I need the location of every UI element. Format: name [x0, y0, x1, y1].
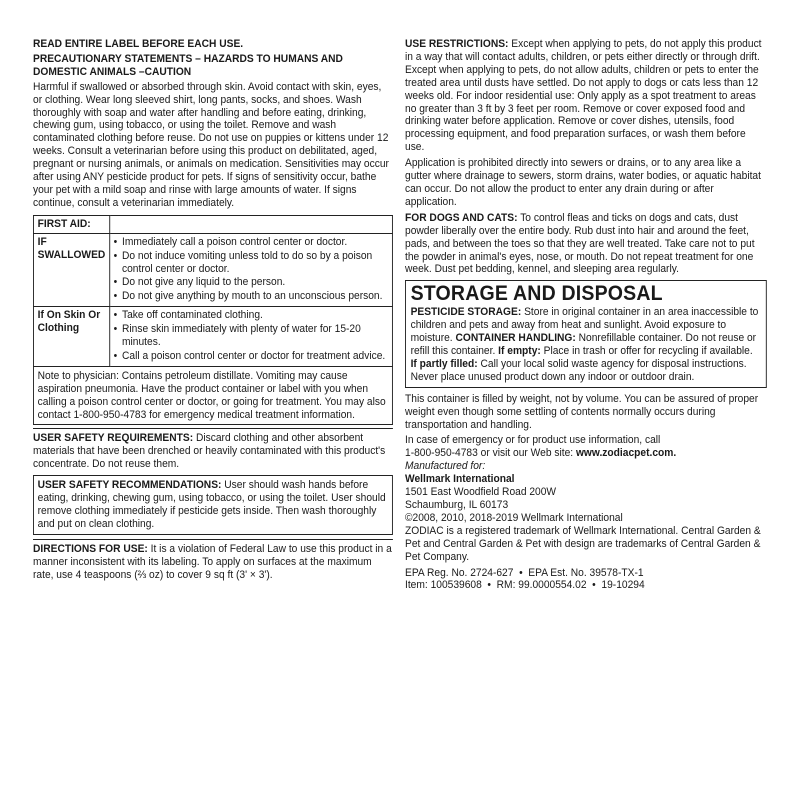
use-restrictions-text: Except when applying to pets, do not apply this product in a way that will contact adults, children, or pets either directly or through drift. Except when applying to pets, do not allow adults, children or pets to enter the treated area until dusts have settled. Do not apply to dogs or cats less than 12 weeks old. For indoor residential use: Only apply as a spot treatment to areas no greater than 3 ft by 3 feet per room. Remove or cover exposed food and drinking water before application. Remove or cover dishes, utensils, food processing equipment, and food preparation surfaces, or wash them before use. [405, 38, 762, 154]
swallowed-item: • Immediately call a poison control center or doctor. [114, 236, 389, 249]
skin-item: • Take off contaminated clothing. [114, 309, 389, 322]
application-text: Application is prohibited directly into sewers or drains, or to any area like a gutter where drainage to sewers, storm drains, water bodies, or aquatic habitat can occur. Do not allow the product to enter any drain during or after application. [405, 157, 761, 208]
if-partly-heading: If partly filled: [410, 357, 478, 370]
pesticide-storage-text: Store in original container in an area inaccessible to children and pets and away from heat and sunlight. Avoid exposure to moisture. [410, 306, 759, 345]
use-restrictions [405, 38, 767, 154]
if-partly-text: Call your local solid waste agency for disposal instructions. Never place unused product down any indoor or outdoor drain. [410, 357, 747, 383]
right-column [405, 38, 767, 592]
phone-line [405, 447, 767, 460]
manufactured-for: Manufactured for: [405, 460, 486, 473]
epa-est: EPA Est. No. 39578-TX-1 [528, 566, 644, 579]
if-empty-heading: If empty: [498, 345, 541, 358]
if-swallowed-cell [109, 233, 392, 307]
company-name: Wellmark International [405, 473, 515, 486]
directions-for-use [33, 539, 393, 582]
address-line-1: 1501 East Woodfield Road 200W [405, 486, 557, 499]
website-link[interactable]: www.zodiacpet.com. [575, 447, 677, 460]
container-handling-text: Nonrefillable container. Do not reuse or refill this container. [410, 332, 757, 358]
precaution-text: Harmful if swallowed or absorbed through skin. Avoid contact with skin, eyes, or clothing. Wear long sleeved shirt, long pants, socks, and shoes. Wash thoroughly with soap and water after handling and before eating, drinking, chewing gum, using tobacco, or using the toilet. Remove and wash contaminated clothing before reuse. Do not use on puppies or kittens under 12 weeks. Consult a veterinarian before using this product on debilitated, aged, pregnant or nursing animals, or animals on medication. Sensitivities may occur after using ANY pesticide product for pets. If signs of sensitivity occur, bathe your pet with a mild soap and rinse with large amounts of water. If signs continue, consult a veterinarian immediately. [33, 80, 389, 209]
dogs-cats-heading: FOR DOGS AND CATS: [405, 211, 518, 224]
pesticide-storage-heading: PESTICIDE STORAGE: [410, 306, 522, 319]
precaution-heading: PRECAUTIONARY STATEMENTS – HAZARDS TO HUMANS AND DOMESTIC ANIMALS –CAUTION [33, 52, 343, 78]
left-column [33, 38, 393, 582]
rm-number: RM: 99.0000554.02 [496, 579, 587, 592]
bullet-separator: • [487, 579, 492, 592]
if-empty-text: Place in trash or offer for recycling if available. [543, 345, 753, 358]
swallowed-item: • Do not give anything by mouth to an unconscious person. [114, 290, 389, 303]
first-aid-heading: FIRST AID: [33, 215, 109, 233]
swallowed-item: • Do not induce vomiting unless told to do so by a poison control center or doctor. [114, 250, 389, 276]
phone-text: 1-800-950-4783 or visit our Web site: [405, 447, 574, 460]
label-code: 19-10294 [601, 579, 645, 592]
skin-item: • Call a poison control center or doctor for treatment advice. [114, 350, 389, 363]
if-swallowed-label: IF SWALLOWED [33, 233, 109, 307]
read-entire-label: READ ENTIRE LABEL BEFORE EACH USE. [33, 38, 244, 50]
storage-disposal-title: STORAGE AND DISPOSAL [410, 282, 663, 306]
use-restrictions-heading: USE RESTRICTIONS: [405, 38, 509, 50]
storage-disposal-box [405, 280, 767, 387]
container-handling-heading: CONTAINER HANDLING: [455, 332, 576, 345]
trademark-text: ZODIAC is a registered trademark of Wellmark International. Central Garden & Pet and Central Garden & Pet with design are trademarks of Central Garden & Pet Company. [405, 524, 761, 563]
item-number: Item: 100539608 [405, 579, 482, 592]
dogs-and-cats [405, 212, 767, 277]
safety-req-text: Discard clothing and other absorbent materials that have been drenched or heavily contaminated with this product's concentrate. Do not reuse them. [33, 432, 386, 471]
if-on-skin-label: If On Skin Or Clothing [33, 307, 109, 367]
epa-line [405, 567, 767, 580]
user-safety-recommendations [33, 475, 393, 535]
skin-item: • Rinse skin immediately with plenty of water for 15-20 minutes. [114, 323, 389, 349]
safety-rec-heading: USER SAFETY RECOMMENDATIONS: [37, 479, 222, 492]
if-on-skin-cell [109, 307, 392, 367]
emergency-text: In case of emergency or for product use information, call [405, 434, 661, 447]
dogs-cats-text: To control fleas and ticks on dogs and cats, dust powder liberally over the entire body. Rub dust into hair and around the feet, pads, and between the toes so that they are well treated. Take care not to put the powder in animal's eyes, nose, or mouth. Do not repeat treatment for one week. Dust pet bedding, kennel, and sleeping area regularly. [405, 211, 755, 276]
filled-by-weight: This container is filled by weight, not by volume. You can be assured of proper weight even though some settling of contents normally occurs during transportation and handling. [405, 392, 759, 431]
user-safety-requirements [33, 428, 393, 471]
bullet-separator: • [592, 579, 596, 592]
directions-text: It is a violation of Federal Law to use this product in a manner inconsistent with its labeling. To apply on surfaces at the maximum rate, use 4 teaspoons (⅔ oz) to cover 9 sq ft (3' × 3'). [33, 542, 392, 581]
epa-reg: EPA Reg. No. 2724-627 [405, 566, 514, 579]
safety-req-heading: USER SAFETY REQUIREMENTS: [33, 432, 194, 445]
bullet-separator: • [519, 566, 523, 579]
copyright: ©2008, 2010, 2018-2019 Wellmark International [405, 511, 623, 524]
note-to-physician: Note to physician: Contains petroleum distillate. Vomiting may cause aspiration pneumonia. Have the product container or label with you when calling a poison control center or doctor, or going for treatment. You may also contact 1-800-950-4783 for emergency medical treatment information. [33, 367, 393, 426]
swallowed-item: • Do not give any liquid to the person. [114, 276, 389, 289]
storage-disposal-text [411, 306, 762, 383]
item-line [405, 579, 767, 592]
first-aid-table [33, 215, 393, 367]
directions-heading: DIRECTIONS FOR USE: [33, 542, 148, 555]
safety-rec-text: User should wash hands before eating, drinking, chewing gum, using tobacco, or using the toilet. User should remove clothing immediately if pesticide gets inside. Then wash thoroughly and put on clean clothing. [37, 479, 386, 530]
first-aid-header-cell [109, 215, 392, 233]
address-line-2: Schaumburg, IL 60173 [405, 499, 509, 511]
